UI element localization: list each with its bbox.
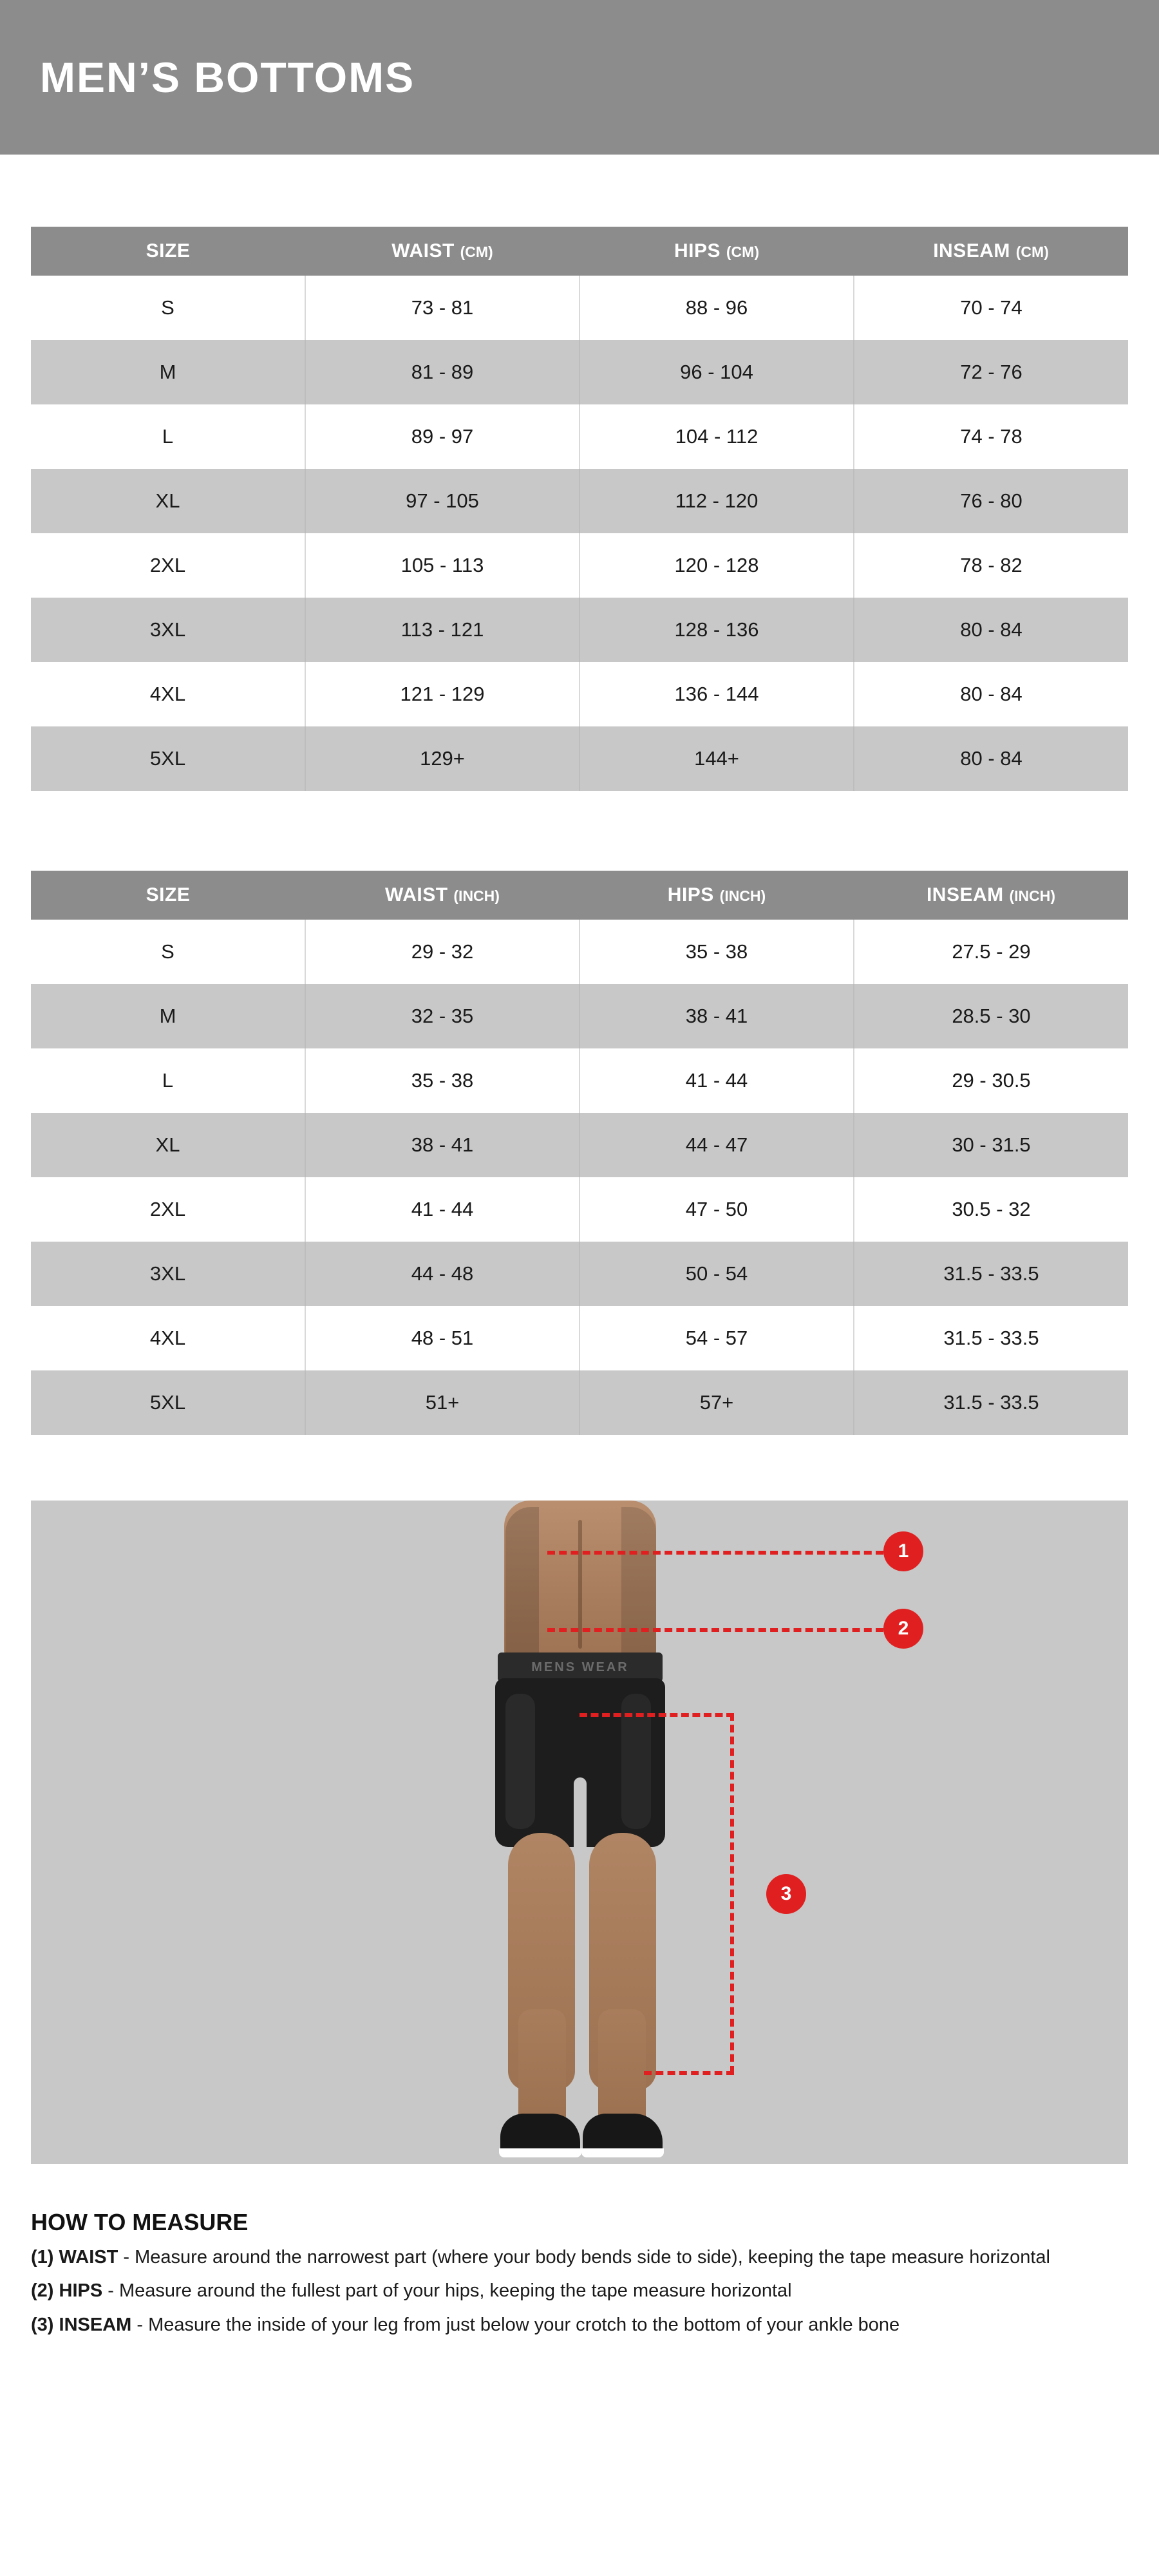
how-to-measure-item-hips bbox=[31, 2278, 1128, 2303]
callout-badge-1: 1 bbox=[883, 1531, 923, 1571]
table-row bbox=[31, 984, 1128, 1048]
callout-line-waist bbox=[547, 1551, 883, 1555]
cell-size: M bbox=[31, 340, 305, 404]
cell-waist: 89 - 97 bbox=[305, 404, 580, 469]
cell-inseam: 31.5 - 33.5 bbox=[854, 1306, 1128, 1370]
size-table-cm bbox=[31, 227, 1128, 791]
table-row bbox=[31, 1048, 1128, 1113]
cell-hips: 47 - 50 bbox=[580, 1177, 854, 1242]
cell-waist: 35 - 38 bbox=[305, 1048, 580, 1113]
table-row bbox=[31, 1370, 1128, 1435]
how-to-measure-item-waist bbox=[31, 2245, 1128, 2269]
cell-hips: 88 - 96 bbox=[580, 276, 854, 340]
callout-badge-3: 3 bbox=[766, 1874, 806, 1914]
how-to-measure-section bbox=[31, 2209, 1128, 2346]
cell-waist: 41 - 44 bbox=[305, 1177, 580, 1242]
cell-waist: 32 - 35 bbox=[305, 984, 580, 1048]
torso-shadow-right bbox=[621, 1507, 656, 1662]
cell-hips: 104 - 112 bbox=[580, 404, 854, 469]
cell-inseam: 27.5 - 29 bbox=[854, 920, 1128, 984]
cell-hips: 50 - 54 bbox=[580, 1242, 854, 1306]
cell-size: XL bbox=[31, 469, 305, 533]
cell-size: 3XL bbox=[31, 1242, 305, 1306]
cell-inseam: 80 - 84 bbox=[854, 598, 1128, 662]
item-term: WAIST bbox=[59, 2247, 118, 2268]
cell-size: 2XL bbox=[31, 533, 305, 598]
cell-inseam: 70 - 74 bbox=[854, 276, 1128, 340]
col-header-hips: HIPS (CM) bbox=[580, 227, 854, 276]
table-header-row bbox=[31, 227, 1128, 276]
cell-inseam: 80 - 84 bbox=[854, 726, 1128, 791]
callout-line-inseam-vertical bbox=[730, 1713, 734, 2074]
shoe-sole-left bbox=[499, 2148, 581, 2157]
table-row bbox=[31, 533, 1128, 598]
cell-waist: 73 - 81 bbox=[305, 276, 580, 340]
page-header bbox=[0, 0, 1159, 155]
cell-size: S bbox=[31, 920, 305, 984]
cell-waist: 121 - 129 bbox=[305, 662, 580, 726]
torso-shadow-left bbox=[505, 1507, 539, 1662]
col-header-waist: WAIST (CM) bbox=[305, 227, 580, 276]
item-text: - Measure the inside of your leg from just below your crotch to the bottom of your ankle bone bbox=[131, 2314, 900, 2335]
callout-line-inseam-top bbox=[580, 1713, 734, 1717]
how-to-measure-title: HOW TO MEASURE bbox=[31, 2209, 249, 2235]
brand-label: MENS WEAR bbox=[531, 1660, 629, 1674]
item-term: HIPS bbox=[59, 2280, 103, 2302]
cell-inseam: 31.5 - 33.5 bbox=[854, 1370, 1128, 1435]
table-row bbox=[31, 1306, 1128, 1370]
cell-hips: 120 - 128 bbox=[580, 533, 854, 598]
table-row bbox=[31, 920, 1128, 984]
cell-hips: 144+ bbox=[580, 726, 854, 791]
item-text: - Measure around the narrowest part (where your body bends side to side), keeping the tape measure horizontal bbox=[118, 2247, 1050, 2268]
col-header-inseam: INSEAM (CM) bbox=[854, 227, 1128, 276]
item-term: INSEAM bbox=[59, 2314, 132, 2335]
cell-inseam: 29 - 30.5 bbox=[854, 1048, 1128, 1113]
table-row bbox=[31, 340, 1128, 404]
cell-size: L bbox=[31, 404, 305, 469]
table-row bbox=[31, 404, 1128, 469]
how-to-measure-item-inseam bbox=[31, 2313, 1128, 2337]
size-table-inch bbox=[31, 871, 1128, 1435]
callout-line-inseam-bottom bbox=[644, 2071, 734, 2075]
table-row bbox=[31, 662, 1128, 726]
table-header-row bbox=[31, 871, 1128, 920]
cell-inseam: 76 - 80 bbox=[854, 469, 1128, 533]
table-row bbox=[31, 1113, 1128, 1177]
cell-waist: 97 - 105 bbox=[305, 469, 580, 533]
table-row bbox=[31, 276, 1128, 340]
cell-inseam: 72 - 76 bbox=[854, 340, 1128, 404]
table-inch-body bbox=[31, 920, 1128, 1435]
item-number: (3) bbox=[31, 2314, 54, 2335]
cell-waist: 51+ bbox=[305, 1370, 580, 1435]
cell-size: 5XL bbox=[31, 726, 305, 791]
cell-hips: 41 - 44 bbox=[580, 1048, 854, 1113]
cell-waist: 113 - 121 bbox=[305, 598, 580, 662]
cell-inseam: 30.5 - 32 bbox=[854, 1177, 1128, 1242]
cell-size: 2XL bbox=[31, 1177, 305, 1242]
table-inch-head bbox=[31, 871, 1128, 920]
table-row bbox=[31, 598, 1128, 662]
cell-size: XL bbox=[31, 1113, 305, 1177]
cell-waist: 129+ bbox=[305, 726, 580, 791]
cell-size: 4XL bbox=[31, 1306, 305, 1370]
cell-size: 4XL bbox=[31, 662, 305, 726]
cell-size: L bbox=[31, 1048, 305, 1113]
cell-waist: 38 - 41 bbox=[305, 1113, 580, 1177]
page-title: MEN’S BOTTOMS bbox=[40, 53, 415, 101]
cell-inseam: 74 - 78 bbox=[854, 404, 1128, 469]
table-cm-body bbox=[31, 276, 1128, 791]
cell-inseam: 78 - 82 bbox=[854, 533, 1128, 598]
table-row bbox=[31, 726, 1128, 791]
cell-size: S bbox=[31, 276, 305, 340]
cell-hips: 44 - 47 bbox=[580, 1113, 854, 1177]
cell-waist: 44 - 48 bbox=[305, 1242, 580, 1306]
table-row bbox=[31, 469, 1128, 533]
cell-inseam: 31.5 - 33.5 bbox=[854, 1242, 1128, 1306]
cell-hips: 57+ bbox=[580, 1370, 854, 1435]
measurement-illustration bbox=[31, 1501, 1128, 2164]
cell-hips: 112 - 120 bbox=[580, 469, 854, 533]
table-cm bbox=[31, 227, 1128, 791]
cell-size: 5XL bbox=[31, 1370, 305, 1435]
table-row bbox=[31, 1242, 1128, 1306]
item-number: (1) bbox=[31, 2247, 54, 2268]
col-header-size: SIZE bbox=[31, 871, 305, 920]
callout-line-hips bbox=[547, 1628, 883, 1632]
cell-waist: 48 - 51 bbox=[305, 1306, 580, 1370]
model-figure bbox=[428, 1501, 731, 2164]
cell-waist: 105 - 113 bbox=[305, 533, 580, 598]
table-cm-head bbox=[31, 227, 1128, 276]
cell-inseam: 28.5 - 30 bbox=[854, 984, 1128, 1048]
cell-hips: 136 - 144 bbox=[580, 662, 854, 726]
callout-badge-2: 2 bbox=[883, 1609, 923, 1649]
cell-hips: 128 - 136 bbox=[580, 598, 854, 662]
table-row bbox=[31, 1177, 1128, 1242]
cell-size: M bbox=[31, 984, 305, 1048]
cell-hips: 35 - 38 bbox=[580, 920, 854, 984]
col-header-waist: WAIST (INCH) bbox=[305, 871, 580, 920]
shorts-highlight-left bbox=[505, 1694, 535, 1829]
col-header-inseam: INSEAM (INCH) bbox=[854, 871, 1128, 920]
cell-waist: 29 - 32 bbox=[305, 920, 580, 984]
cell-waist: 81 - 89 bbox=[305, 340, 580, 404]
cell-inseam: 30 - 31.5 bbox=[854, 1113, 1128, 1177]
cell-inseam: 80 - 84 bbox=[854, 662, 1128, 726]
col-header-size: SIZE bbox=[31, 227, 305, 276]
col-header-hips: HIPS (INCH) bbox=[580, 871, 854, 920]
cell-hips: 54 - 57 bbox=[580, 1306, 854, 1370]
cell-size: 3XL bbox=[31, 598, 305, 662]
shoe-sole-right bbox=[581, 2148, 664, 2157]
cell-hips: 96 - 104 bbox=[580, 340, 854, 404]
cell-hips: 38 - 41 bbox=[580, 984, 854, 1048]
shorts-inner-gap bbox=[574, 1777, 587, 1848]
table-inch bbox=[31, 871, 1128, 1435]
item-number: (2) bbox=[31, 2280, 54, 2302]
item-text: - Measure around the fullest part of your hips, keeping the tape measure horizontal bbox=[102, 2280, 792, 2302]
